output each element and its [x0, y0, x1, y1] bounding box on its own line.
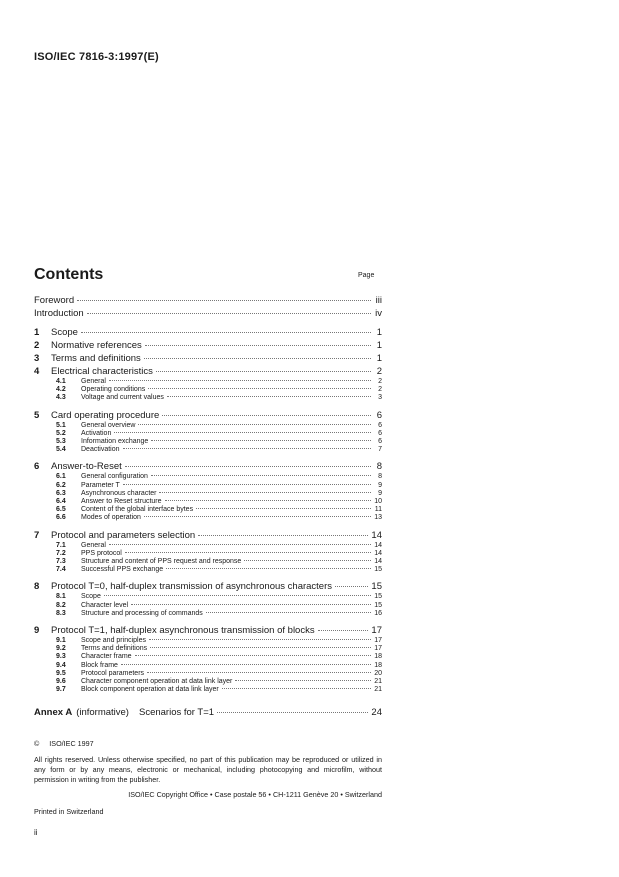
toc-entry-number: 9.4 — [56, 661, 66, 669]
toc-entry-page: 14 — [374, 549, 382, 557]
toc-entry-title: Scope — [51, 327, 78, 338]
toc-entry-title: Introduction — [34, 308, 84, 319]
copyright-symbol: © — [34, 739, 40, 748]
toc-entry-title: Structure and processing of commands — [81, 609, 203, 617]
dot-leader — [81, 332, 371, 333]
toc-entry-page: 7 — [378, 446, 382, 454]
toc-entry-number: 3 — [34, 353, 40, 364]
toc-subsection-entry[interactable] — [34, 593, 382, 601]
toc-entry-title: Information exchange — [81, 438, 149, 446]
toc-entry-number: 2 — [34, 340, 40, 351]
dot-leader — [125, 466, 371, 467]
toc-entry-title: Card operating procedure — [51, 409, 160, 421]
toc-entry-page: 6 — [376, 409, 382, 421]
toc-entry-number: 4 — [34, 366, 40, 377]
toc-entry-title: General overview — [81, 421, 136, 429]
toc-section-entry[interactable] — [34, 529, 382, 542]
rights-statement: All rights reserved. Unless otherwise specified, no part of this publication may be reproduced or utilized in any form or by any means, electronic or mechanical, including photocopying and microfilm, without permission in writing from the publisher. — [34, 755, 382, 784]
toc-entry-page: 11 — [374, 506, 382, 514]
toc-entry-title: Character frame — [81, 653, 132, 661]
toc-entry-number: 5.4 — [56, 446, 66, 454]
page-number: ii — [34, 828, 38, 837]
annex-page: 24 — [371, 707, 382, 719]
toc-entry-page: 6 — [378, 438, 382, 446]
dot-leader — [318, 630, 369, 631]
toc-entry-number: 7.1 — [56, 541, 66, 549]
toc-entry-number: 8 — [34, 581, 40, 593]
toc-entry-page: iii — [375, 295, 382, 306]
toc-entry-title: Structure and content of PPS request and response — [81, 558, 242, 566]
toc-entry-page: 1 — [376, 327, 382, 338]
dot-leader — [135, 655, 371, 656]
dot-leader — [109, 544, 371, 545]
toc-entry-page: 16 — [374, 609, 382, 617]
annex-title: Scenarios for T=1 — [138, 707, 215, 719]
document-id: ISO/IEC 7816-3:1997(E) — [34, 51, 159, 63]
toc-entry-page: 21 — [374, 678, 382, 686]
toc-entry-page: 20 — [374, 669, 382, 677]
toc-entry-number: 9.3 — [56, 653, 66, 661]
dot-leader — [147, 672, 371, 673]
toc-entry-page: 15 — [374, 566, 382, 574]
toc-entry-page: 15 — [371, 581, 382, 593]
toc-subsection-entry[interactable] — [34, 645, 382, 653]
toc-entry-page: iv — [375, 308, 382, 319]
toc-entry-title: Normative references — [51, 340, 142, 351]
toc-entry-page: 1 — [376, 340, 382, 351]
toc-section-entry[interactable] — [34, 352, 382, 365]
toc-entry-page: 14 — [374, 558, 382, 566]
annex-type: (informative) — [76, 707, 129, 719]
toc-entry-page: 14 — [374, 541, 382, 549]
toc-entry-title: Protocol T=0, half-duplex transmission of asynchronous characters — [51, 581, 333, 593]
toc-subsection-entry[interactable] — [34, 610, 382, 618]
toc-entry-title: Answer-to-Reset — [51, 461, 122, 473]
toc-subsection-entry[interactable] — [34, 438, 382, 446]
toc-entry-page: 8 — [376, 461, 382, 473]
dot-leader — [121, 664, 371, 665]
toc-subsection-entry[interactable] — [34, 482, 382, 490]
toc-section-entry[interactable] — [34, 326, 382, 339]
dot-leader — [222, 688, 371, 689]
toc-section-entry[interactable] — [34, 339, 382, 352]
toc-entry-title: General — [81, 378, 106, 385]
toc-entry-page: 2 — [378, 386, 382, 394]
toc-entry-page: 14 — [371, 529, 382, 541]
toc-entry-page: 13 — [374, 514, 382, 522]
toc-entry-number: 7.2 — [56, 549, 66, 557]
dot-leader — [217, 712, 368, 713]
toc-subsection-entry[interactable] — [34, 566, 382, 574]
toc-entry-title: Character component operation at data link layer — [81, 678, 233, 686]
copyright-address: ISO/IEC Copyright Office • Case postale 56 • CH-1211 Genève 20 • Switzerland — [128, 790, 382, 799]
dot-leader — [144, 516, 371, 517]
copyright-holder: ISO/IEC 1997 — [49, 739, 94, 748]
toc-entry-page: 6 — [378, 429, 382, 437]
dot-leader — [149, 639, 371, 640]
toc-entry-title: General configuration — [81, 473, 148, 481]
toc-entry-number: 8.3 — [56, 609, 66, 617]
toc-entry-number: 6.1 — [56, 473, 66, 481]
annex-label: Annex A — [34, 707, 73, 719]
toc-entry-title: Electrical characteristics — [51, 366, 153, 377]
toc-entry-number: 9 — [34, 625, 40, 637]
dot-leader — [148, 388, 371, 389]
table-of-contents — [34, 294, 382, 719]
toc-front-entry[interactable] — [34, 294, 382, 307]
toc-entry-number: 9.7 — [56, 686, 66, 694]
dot-leader — [144, 358, 371, 359]
dot-leader — [109, 380, 371, 381]
toc-entry-number: 7.3 — [56, 558, 66, 566]
toc-entry-number: 4.3 — [56, 394, 66, 402]
toc-entry-number: 9.5 — [56, 669, 66, 677]
toc-section-entry[interactable] — [34, 624, 382, 637]
toc-section-entry[interactable] — [34, 580, 382, 593]
toc-entry-number: 6.4 — [56, 498, 66, 506]
toc-entry-title: Scope — [81, 593, 101, 601]
toc-annex-entry[interactable] — [34, 706, 382, 719]
dot-leader — [138, 424, 371, 425]
toc-front-entry[interactable] — [34, 307, 382, 320]
dot-leader — [335, 586, 368, 587]
toc-entry-number: 5.3 — [56, 438, 66, 446]
toc-entry-title: Character level — [81, 601, 129, 609]
toc-entry-number: 7.4 — [56, 566, 66, 574]
toc-entry-page: 17 — [374, 637, 382, 645]
toc-subsection-entry[interactable] — [34, 378, 382, 386]
toc-entry-title: Terms and definitions — [51, 353, 141, 364]
toc-subsection-entry[interactable] — [34, 542, 382, 550]
toc-entry-page: 15 — [374, 593, 382, 601]
toc-subsection-entry[interactable] — [34, 670, 382, 678]
toc-entry-title: Activation — [81, 429, 112, 437]
toc-section-entry[interactable] — [34, 365, 382, 378]
dot-leader — [151, 475, 371, 476]
toc-entry-number: 8.1 — [56, 593, 66, 601]
toc-subsection-entry[interactable] — [34, 550, 382, 558]
toc-entry-number: 9.2 — [56, 645, 66, 653]
dot-leader — [196, 508, 371, 509]
toc-entry-title: Protocol and parameters selection — [51, 529, 196, 541]
dot-leader — [244, 560, 371, 561]
toc-entry-page: 17 — [371, 625, 382, 637]
toc-entry-page: 17 — [374, 645, 382, 653]
toc-entry-number: 5.1 — [56, 421, 66, 429]
toc-subsection-entry[interactable] — [34, 602, 382, 610]
toc-entry-title: Asynchronous character — [81, 489, 157, 497]
toc-entry-page: 9 — [378, 489, 382, 497]
toc-subsection-entry[interactable] — [34, 490, 382, 498]
toc-subsection-entry[interactable] — [34, 422, 382, 430]
dot-leader — [151, 440, 371, 441]
dot-leader — [125, 552, 371, 553]
toc-entry-title: General — [81, 541, 106, 549]
toc-entry-page: 10 — [374, 498, 382, 506]
toc-entry-number: 6.5 — [56, 506, 66, 514]
toc-entry-title: Operating conditions — [81, 386, 146, 394]
toc-entry-number: 6.2 — [56, 481, 66, 489]
toc-subsection-entry[interactable] — [34, 637, 382, 645]
toc-entry-title: PPS protocol — [81, 549, 122, 557]
toc-subsection-entry[interactable] — [34, 386, 382, 394]
toc-entry-title: Foreword — [34, 295, 75, 306]
dot-leader — [162, 415, 371, 416]
contents-heading: Contents — [34, 266, 104, 283]
toc-subsection-entry[interactable] — [34, 653, 382, 661]
dot-leader — [123, 484, 371, 485]
dot-leader — [198, 535, 368, 536]
dot-leader — [156, 371, 371, 372]
toc-entry-title: Successful PPS exchange — [81, 566, 164, 574]
toc-subsection-entry[interactable] — [34, 686, 382, 694]
dot-leader — [165, 500, 371, 501]
toc-subsection-entry[interactable] — [34, 430, 382, 438]
toc-entry-page: 2 — [376, 366, 382, 377]
toc-entry-title: Block component operation at data link layer — [81, 686, 219, 694]
toc-subsection-entry[interactable] — [34, 446, 382, 454]
dot-leader — [206, 612, 371, 613]
toc-entry-page: 21 — [374, 686, 382, 694]
dot-leader — [159, 492, 371, 493]
toc-entry-number: 9.6 — [56, 678, 66, 686]
toc-entry-number: 5.2 — [56, 429, 66, 437]
toc-entry-title: Deactivation — [81, 446, 120, 454]
toc-entry-number: 6.3 — [56, 489, 66, 497]
printed-location: Printed in Switzerland — [34, 807, 104, 816]
toc-subsection-entry[interactable] — [34, 678, 382, 686]
toc-entry-page: 6 — [378, 421, 382, 429]
toc-entry-page: 3 — [378, 394, 382, 402]
toc-entry-title: Voltage and current values — [81, 394, 164, 402]
toc-entry-page: 18 — [374, 653, 382, 661]
toc-entry-title: Content of the global interface bytes — [81, 506, 194, 514]
toc-entry-title: Modes of operation — [81, 514, 141, 522]
dot-leader — [166, 568, 371, 569]
copyright-block — [34, 739, 382, 837]
dot-leader — [145, 345, 371, 346]
toc-entry-title: Answer to Reset structure — [81, 498, 162, 506]
toc-entry-page: 2 — [378, 378, 382, 385]
toc-section-entry[interactable] — [34, 460, 382, 473]
toc-entry-number: 9.1 — [56, 637, 66, 645]
toc-entry-page: 9 — [378, 481, 382, 489]
toc-entry-page: 15 — [374, 601, 382, 609]
dot-leader — [104, 595, 371, 596]
toc-entry-number: 1 — [34, 327, 40, 338]
toc-entry-title: Protocol parameters — [81, 669, 145, 677]
dot-leader — [77, 300, 371, 301]
dot-leader — [150, 647, 371, 648]
toc-entry-number: 8.2 — [56, 601, 66, 609]
toc-section-entry[interactable] — [34, 409, 382, 422]
toc-entry-number: 7 — [34, 529, 40, 541]
dot-leader — [167, 396, 371, 397]
toc-entry-title: Parameter T — [81, 481, 120, 489]
toc-entry-number: 6 — [34, 461, 40, 473]
dot-leader — [123, 448, 371, 449]
toc-entry-title: Scope and principles — [81, 637, 146, 645]
toc-subsection-entry[interactable] — [34, 514, 382, 522]
toc-entry-title: Protocol T=1, half-duplex asynchronous transmission of blocks — [51, 625, 315, 637]
toc-entry-number: 6.6 — [56, 514, 66, 522]
toc-subsection-entry[interactable] — [34, 558, 382, 566]
toc-entry-title: Terms and definitions — [81, 645, 148, 653]
dot-leader — [87, 313, 371, 314]
dot-leader — [131, 604, 371, 605]
toc-entry-number: 5 — [34, 409, 40, 421]
toc-entry-page: 18 — [374, 661, 382, 669]
toc-subsection-entry[interactable] — [34, 394, 382, 402]
toc-entry-number: 4.1 — [56, 378, 66, 385]
toc-entry-number: 4.2 — [56, 386, 66, 394]
toc-entry-page: 8 — [378, 473, 382, 481]
dot-leader — [235, 680, 371, 681]
toc-entry-page: 1 — [376, 353, 382, 364]
page-column-label: Page — [358, 272, 375, 279]
toc-subsection-entry[interactable] — [34, 498, 382, 506]
dot-leader — [114, 432, 371, 433]
toc-subsection-entry[interactable] — [34, 473, 382, 481]
toc-subsection-entry[interactable] — [34, 506, 382, 514]
toc-subsection-entry[interactable] — [34, 662, 382, 670]
toc-entry-title: Block frame — [81, 661, 118, 669]
